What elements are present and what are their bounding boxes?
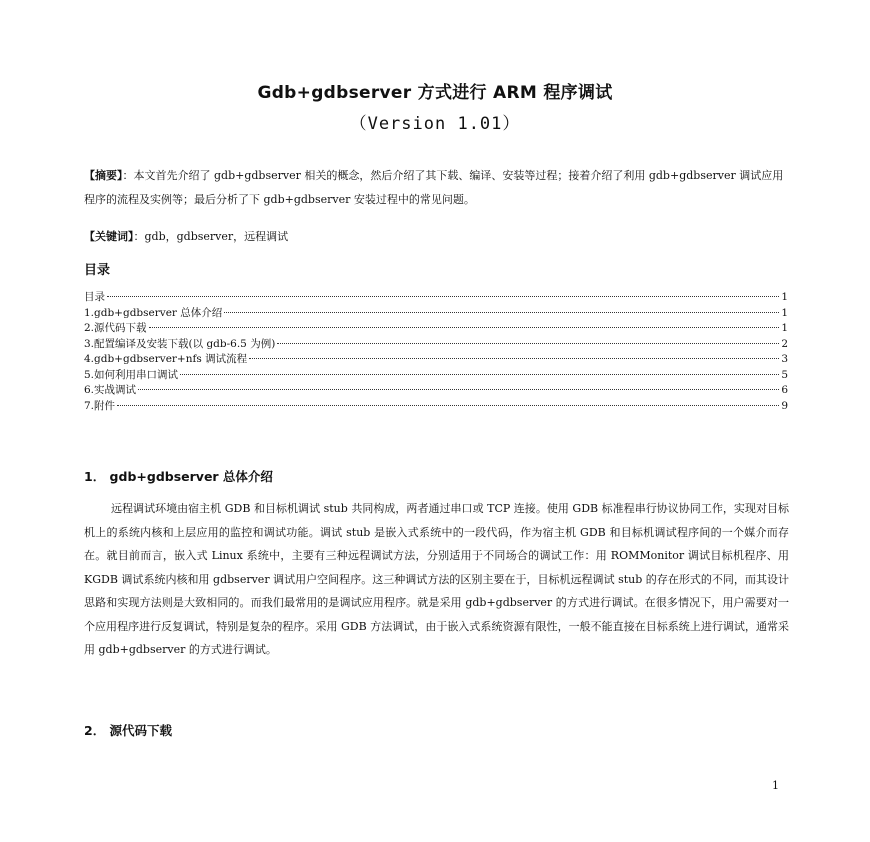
toc-entry-text: 7.附件 xyxy=(84,399,116,412)
toc-entry-page: 1 xyxy=(781,306,788,319)
toc-entry[interactable] xyxy=(84,399,788,415)
keywords-line xyxy=(84,227,288,247)
toc-entry[interactable] xyxy=(84,352,788,368)
toc-heading: 目录 xyxy=(84,263,111,278)
abstract-text: ：本文首先介绍了 gdb+gdbserver 相关的概念，然后介绍了其下载、编译、安装等过程；接着介绍了利用 gdb+gdbserver 调试应用程序的流程及实例等；最后分析了下 gdb+gdbserver 安装过程中的常见问题。 xyxy=(84,169,784,206)
page-number: 1 xyxy=(772,779,779,792)
toc-entry[interactable] xyxy=(84,383,788,399)
toc-entry[interactable] xyxy=(84,337,788,353)
toc-entry[interactable] xyxy=(84,290,788,306)
toc-entry-page: 5 xyxy=(781,368,788,381)
keywords-text: ：gdb，gdbserver，远程调试 xyxy=(133,230,289,243)
toc-leader-dots xyxy=(224,312,779,313)
keywords-label: 【关键词】 xyxy=(84,230,134,243)
toc-entry[interactable] xyxy=(84,306,788,322)
toc-entry-text: 1.gdb+gdbserver 总体介绍 xyxy=(84,306,223,319)
document-version: （Version 1.01） xyxy=(349,114,521,134)
section-2-heading: 2． 源代码下载 xyxy=(84,723,173,738)
toc-entry[interactable] xyxy=(84,368,788,384)
toc-entry-text: 6.实战调试 xyxy=(84,384,137,396)
toc-leader-dots xyxy=(149,327,780,328)
document-title: Gdb+gdbserver 方式进行 ARM 程序调试 xyxy=(257,83,613,103)
toc-entry-text: 5.如何利用串口调试 xyxy=(84,368,179,381)
toc-entry-page: 1 xyxy=(781,291,788,303)
section-1-heading: 1． gdb+gdbserver 总体介绍 xyxy=(84,469,273,484)
toc-entry-page: 2 xyxy=(781,337,788,350)
toc-leader-dots xyxy=(180,374,779,375)
toc-entry-text: 4.gdb+gdbserver+nfs 调试流程 xyxy=(84,353,248,365)
toc-entry-page: 6 xyxy=(781,384,788,396)
toc-entry-page: 9 xyxy=(781,399,788,412)
toc-leader-dots xyxy=(138,389,779,390)
toc-entry-page: 1 xyxy=(781,322,788,334)
section-1-body: 远程调试环境由宿主机 GDB 和目标机调试 stub 共同构成，两者通过串口或 TCP 连接。使用 GDB 标准程串行协议协同工作，实现对目标机上的系统内核和上层应用的监控和调试功能。调试 stub 是嵌入式系统中的一段代码，作为宿主机 GDB 和目标机调试程序间的一个媒介而存在。就目前而言，嵌入式 Linux 系统中，主要有三种远程调试方法，分别适用于不同场合的调试工作：用 ROMMonitor 调试目标机程序、用 KGDB 调试系统内核和用 gdbserver 调试用户空间程序。这三种调试方法的区别主要在于，目标机远程调试 stub 的存在形式的不同，而其设计思路和实现方法则是大致相同的。而我们最常用的是调试应用程序。就是采用 gdb+gdbserver 的方式进行调试。在很多情况下，用户需要对一个应用程序进行反复调试，特别是复杂的程序。采用 GDB 方法调试，由于嵌入式系统资源有限性，一般不能直接在目标系统上进行调试，通常采用 gdb+gdbserver 的方式进行调试。 xyxy=(84,502,789,656)
toc-entry-text: 2.源代码下载 xyxy=(84,322,147,334)
abstract-paragraph xyxy=(84,164,789,212)
table-of-contents xyxy=(84,290,788,414)
toc-entry-text: 目录 xyxy=(84,291,105,303)
abstract-label: 【摘要】 xyxy=(84,169,123,182)
toc-entry-page: 3 xyxy=(781,353,788,365)
toc-leader-dots xyxy=(107,296,779,297)
toc-leader-dots xyxy=(117,405,779,406)
toc-leader-dots xyxy=(277,343,779,344)
toc-leader-dots xyxy=(249,358,779,359)
toc-entry[interactable] xyxy=(84,321,788,337)
toc-entry-text: 3.配置编译及安装下载(以 gdb-6.5 为例) xyxy=(84,337,276,350)
